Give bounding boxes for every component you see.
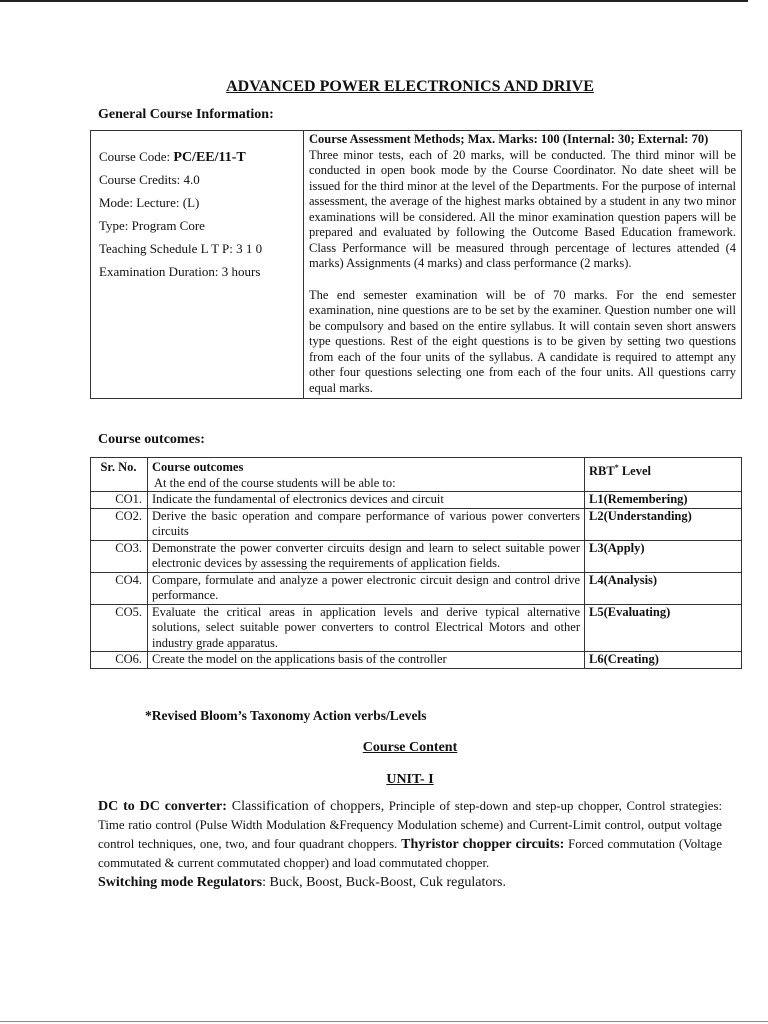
co-level: L3(Apply) — [585, 540, 742, 572]
outcomes-heading: Course outcomes: — [98, 432, 205, 447]
header-outcomes — [148, 458, 585, 492]
co-level: L5(Evaluating) — [585, 604, 742, 652]
co-number: CO1. — [91, 492, 148, 509]
course-mode: Mode: Lecture: (L) — [99, 195, 200, 210]
course-outcomes-table — [90, 457, 742, 669]
assessment-cell — [304, 131, 742, 399]
course-info-table — [90, 130, 742, 399]
internal-assessment-text: Three minor tests, each of 20 marks, will be conducted. The third minor will be conducted in open book mode by the Course Coordinator. No date sheet will be issued for the third minor at the level of the Departments. For the purpose of internal assessment, the average of the highest marks obtained by a student in any two minor examinations will be considered. All the minor examination question papers will be prepared and evaluated by following the Outcome Based Education framework. Class Performance will be measured through percentage of lectures attended (4 marks) Assignments (4 marks) and class performance (2 marks). — [309, 147, 736, 270]
co-description: Create the model on the applications basis of the controller — [148, 652, 585, 669]
co-number: CO2. — [91, 508, 148, 540]
table-row — [91, 540, 742, 572]
co-description: Evaluate the critical areas in application levels and derive typical alternative solutions, select suitable power converters to control Electrical Motors and other industry grade apparatus. — [148, 604, 585, 652]
header-outcomes-title: Course outcomes — [152, 460, 244, 474]
course-credits: Course Credits: 4.0 — [99, 172, 200, 187]
header-level-label: Level — [618, 464, 651, 479]
dc-converter-paragraph — [98, 797, 722, 873]
external-assessment-text: The end semester examination will be of 70 marks. For the end semester examination, nine questions are to be set by the examiner. Question number one will be compulsory and based on the entire syllabus. It will contain seven short answers type questions. Rest of the eight questions is to be given by setting two questions from each of the four units of the syllabus. A candidate is required to attempt any other four questions selecting one from each of the four units. All questions carry equal marks. — [309, 287, 736, 395]
switching-regulators-label: Switching mode Regulators — [98, 875, 263, 890]
teaching-schedule: Teaching Schedule L T P: 3 1 0 — [99, 241, 263, 256]
course-content-heading: Course Content — [362, 740, 458, 755]
table-row — [91, 604, 742, 652]
rbt-footnote: *Revised Bloom’s Taxonomy Action verbs/Levels — [145, 708, 427, 723]
co-description: Demonstrate the power converter circuits design and learn to select suitable power electronic devices by assessing the requirements of application fields. — [148, 540, 585, 572]
dc-converter-text: Principle of step-down and step-up chopper, Control strategies: Time ratio control (Pulse Width Modulation &Frequency Modulation scheme) and Current-Limit control, output voltage control techniques, one, two, and four quadrant choppers. — [98, 799, 722, 851]
co-number: CO5. — [91, 604, 148, 652]
thyristor-chopper-text: Forced commutation (Voltage commutated & current commutated chopper) and load commutated chopper. — [98, 837, 723, 870]
co-description: Indicate the fundamental of electronics devices and circuit — [148, 492, 585, 509]
dc-converter-label: DC to DC converter: — [98, 799, 227, 814]
header-rbt-label: RBT — [589, 464, 615, 479]
header-sr-no: Sr. No. — [91, 458, 148, 492]
co-number: CO6. — [91, 652, 148, 669]
thyristor-chopper-label: Thyristor chopper circuits: — [401, 837, 565, 852]
top-border-line — [0, 0, 748, 2]
course-code-label: Course Code: — [99, 149, 174, 164]
co-level: L6(Creating) — [585, 652, 742, 669]
course-code — [99, 145, 297, 168]
co-number: CO3. — [91, 540, 148, 572]
exam-duration: Examination Duration: 3 hours — [99, 264, 261, 279]
header-outcomes-intro: At the end of the course students will be able to: — [154, 475, 396, 490]
general-info-heading: General Course Information: — [98, 107, 274, 122]
co-level: L2(Understanding) — [585, 508, 742, 540]
co-number: CO4. — [91, 572, 148, 604]
assessment-heading: Course Assessment Methods; Max. Marks: 100 (Internal: 30; External: 70) — [309, 132, 709, 146]
dc-converter-lead: Classification of choppers, — [226, 799, 385, 814]
header-rbt-asterisk: * — [614, 463, 619, 472]
course-type: Type: Program Core — [99, 218, 205, 233]
unit-title: UNIT- I — [386, 772, 434, 787]
bottom-border-line — [0, 1021, 768, 1022]
outcomes-header-row — [91, 458, 742, 492]
table-row — [91, 572, 742, 604]
co-description: Derive the basic operation and compare performance of various power converters circuits — [148, 508, 585, 540]
co-description: Compare, formulate and analyze a power electronic circuit design and control drive performance. — [148, 572, 585, 604]
document-title: ADVANCED POWER ELECTRONICS AND DRIVE — [226, 78, 594, 95]
table-row — [91, 492, 742, 509]
unit-one-content — [98, 797, 722, 892]
switching-regulators-text: : Buck, Boost, Buck-Boost, Cuk regulators. — [262, 875, 506, 890]
course-code-value: PC/EE/11-T — [173, 150, 246, 165]
header-rbt-level — [585, 458, 742, 492]
course-info-cell — [91, 131, 304, 399]
co-level: L1(Remembering) — [585, 492, 742, 509]
table-row — [91, 652, 742, 669]
table-row — [91, 508, 742, 540]
switching-regulators-paragraph — [98, 873, 722, 892]
co-level: L4(Analysis) — [585, 572, 742, 604]
